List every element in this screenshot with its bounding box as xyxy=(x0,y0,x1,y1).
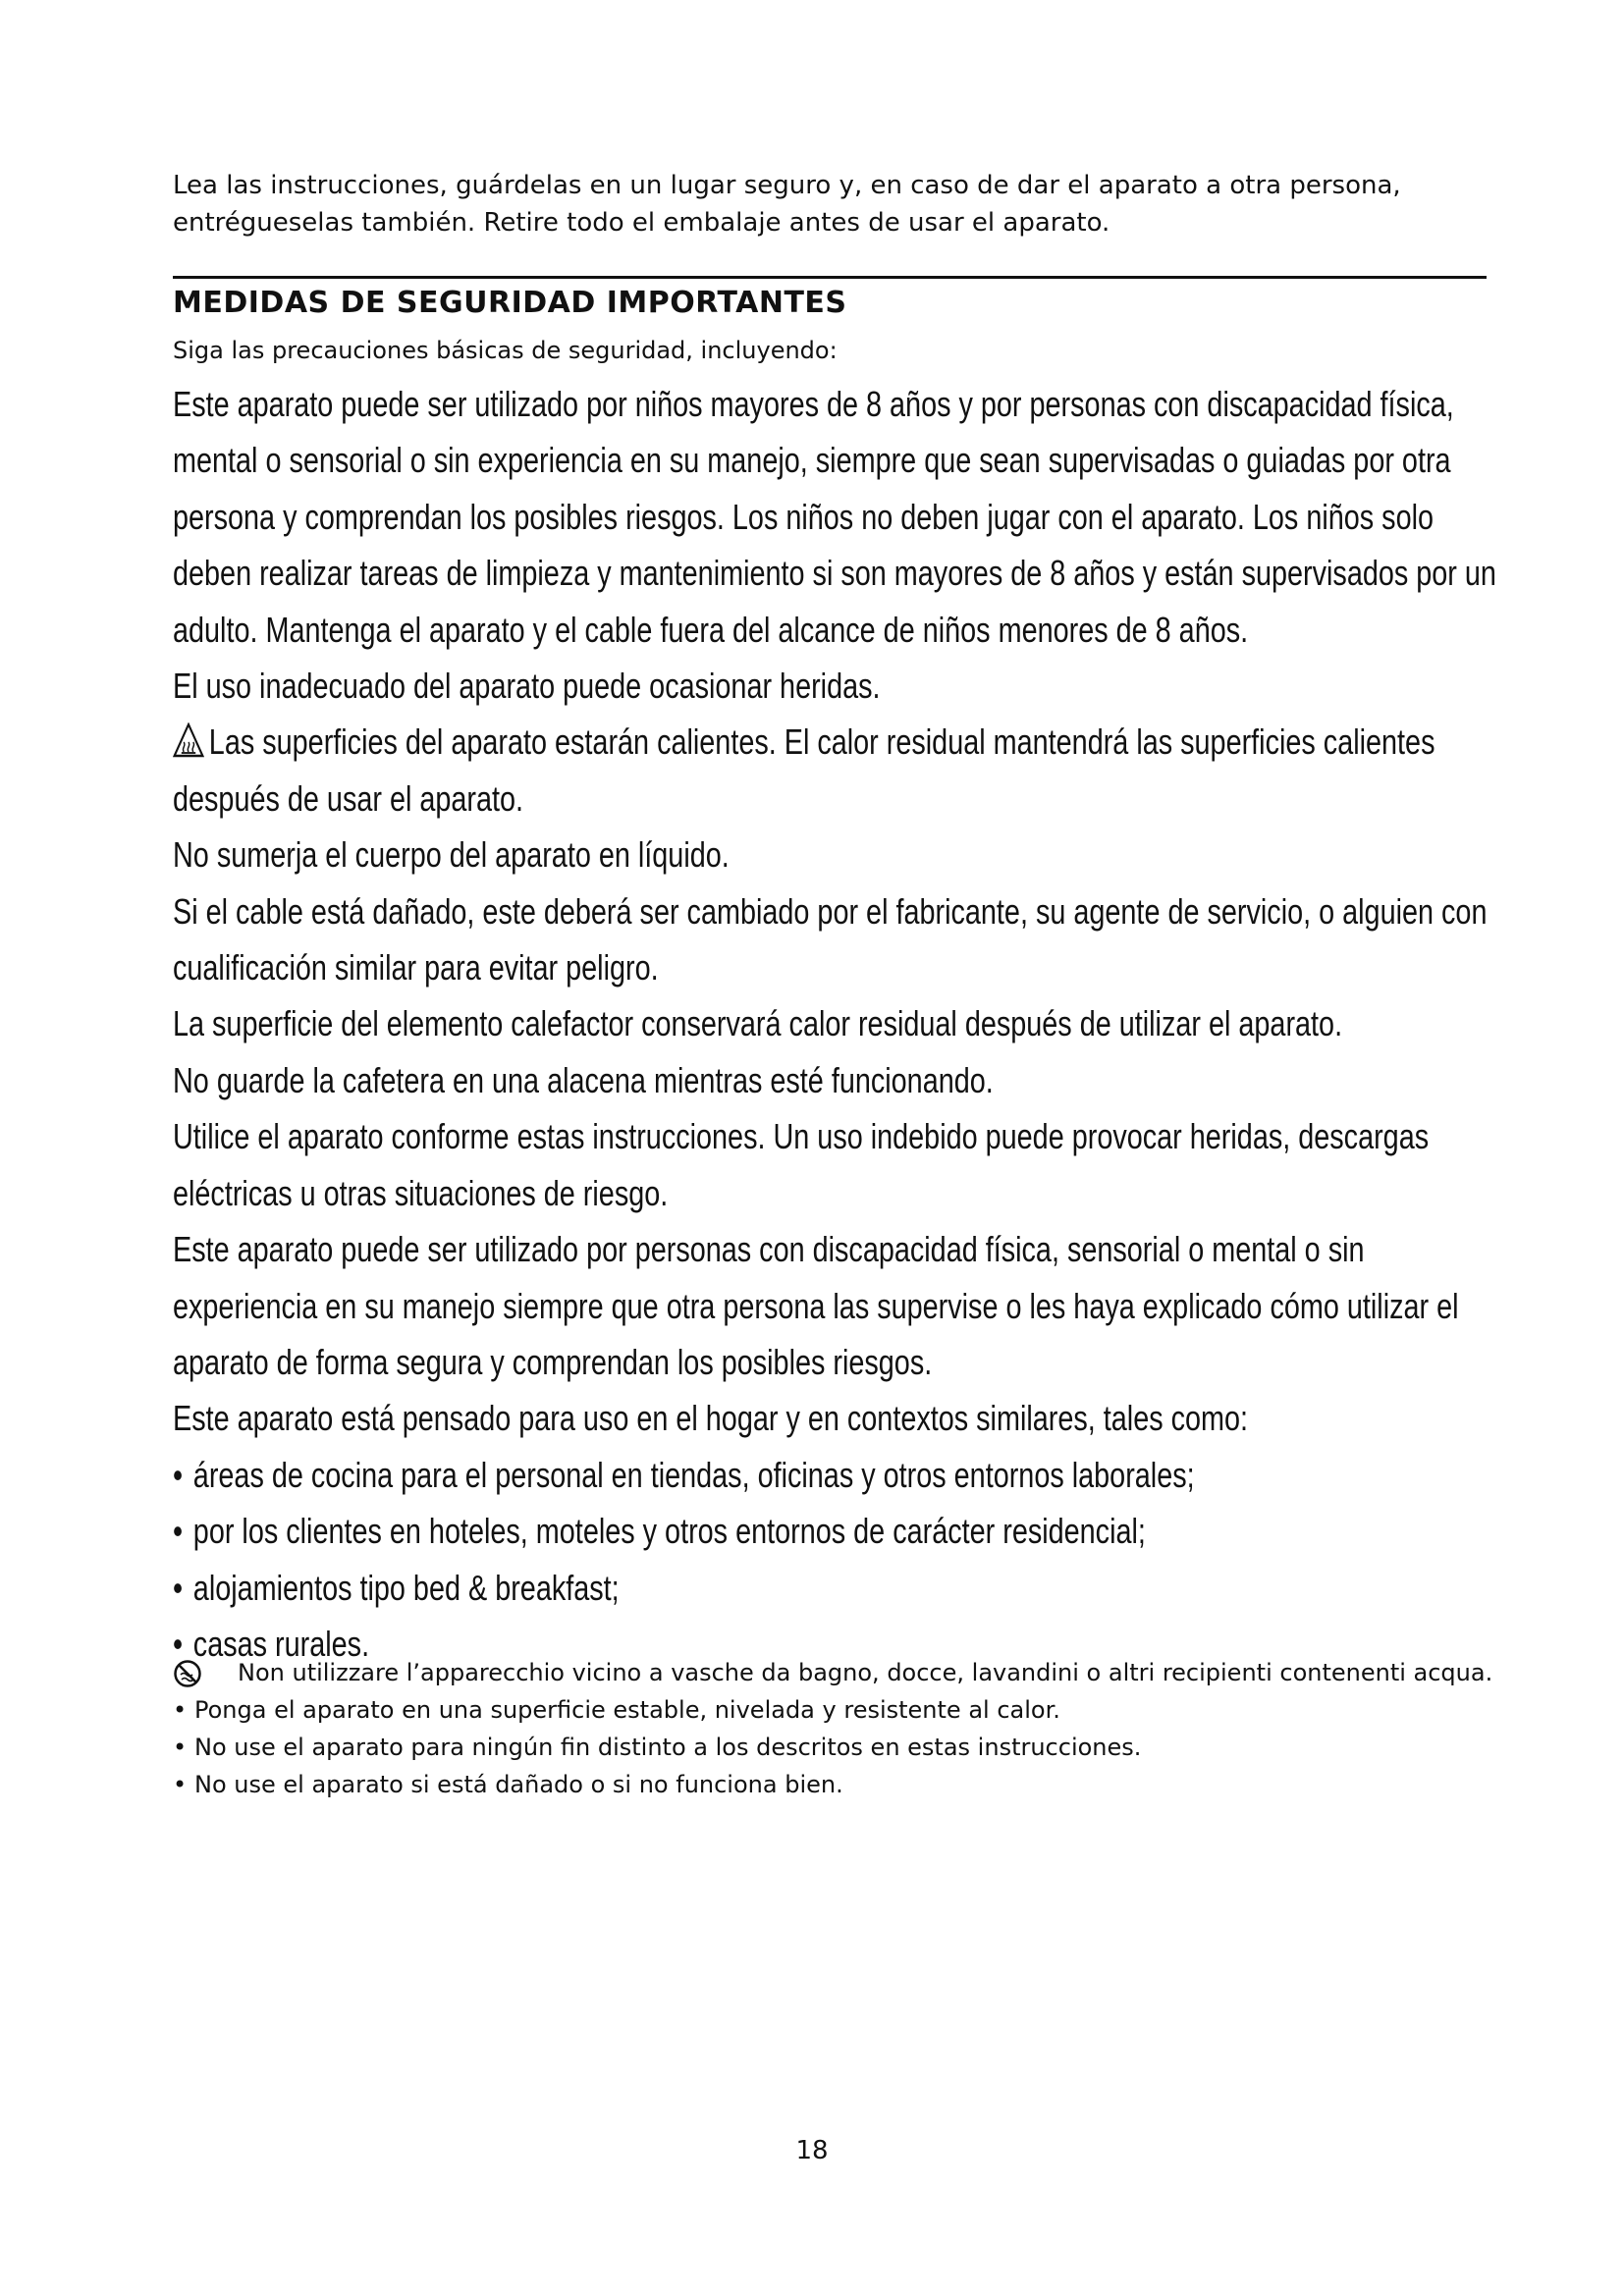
additional-instructions xyxy=(173,1657,1498,1801)
instruction-usage: Utilice el aparato conforme estas instrucciones. Un uso indebido puede provocar heridas, descargas eléctricas u otras situaciones de riesgo. xyxy=(173,1116,1430,1213)
water-warning-note xyxy=(173,1657,1498,1689)
safety-instructions xyxy=(173,376,1500,1672)
hot-surfaces-text: Las superficies del aparato estarán calientes. El calor residual mantendrá las superficies calientes después de usar el aparato. xyxy=(173,721,1435,819)
bullet-glyph: • xyxy=(173,1511,184,1552)
bullet-glyph: • xyxy=(173,1623,184,1664)
bullet-glyph: • xyxy=(173,1454,184,1495)
list-item: • No use el aparato para ningún fin distinto a los descritos en estas instrucciones. xyxy=(173,1732,1498,1764)
list-item: • casas rurales. xyxy=(173,1616,1500,1672)
bullet-glyph: • xyxy=(173,1567,184,1608)
page-number: 18 xyxy=(795,2136,829,2165)
list-item: • por los clientes en hoteles, moteles y otros entornos de carácter residencial; xyxy=(173,1503,1500,1559)
section-divider xyxy=(173,276,1487,279)
intro-text: Lea las instrucciones, guárdelas en un lugar seguro y, en caso de dar el aparato a otra persona, entrégueselas también. Retire todo el embalaje antes de usar el aparato. xyxy=(173,171,1401,238)
instruction-household: Este aparato está pensado para uso en el hogar y en contextos similares, tales como: xyxy=(173,1398,1249,1439)
instruction-hot-surfaces xyxy=(173,714,1500,827)
bullet-glyph: • xyxy=(173,1734,188,1761)
instruction-misuse: El uso inadecuado del aparato puede ocasionar heridas. xyxy=(173,666,881,707)
instruction-heating-element: La superficie del elemento calefactor conservará calor residual después de utilizar el aparato. xyxy=(173,1003,1343,1044)
instruction-no-immersion: No sumerja el cuerpo del aparato en líquido. xyxy=(173,834,730,876)
bullet-glyph: • xyxy=(173,1696,188,1724)
section-heading: MEDIDAS DE SEGURIDAD IMPORTANTES xyxy=(173,286,847,320)
hot-surface-warning-icon xyxy=(173,718,204,753)
list-item: • áreas de cocina para el personal en tiendas, oficinas y otros entornos laborales; xyxy=(173,1447,1500,1503)
list-item: • No use el aparato si está dañado o si no funciona bien. xyxy=(173,1769,1498,1801)
instruction-storage: No guarde la cafetera en una alacena mientras esté funcionando. xyxy=(173,1059,994,1100)
water-warning-text: Non utilizzare l’apparecchio vicino a vasche da bagno, docce, lavandini o altri recipienti contenenti acqua. xyxy=(238,1659,1493,1686)
section-subtitle: Siga las precauciones básicas de seguridad, incluyendo: xyxy=(173,337,838,364)
bullet-glyph: • xyxy=(173,1771,188,1798)
list-item: • Ponga el aparato en una superficie estable, nivelada y resistente al calor. xyxy=(173,1694,1498,1727)
instruction-children: Este aparato puede ser utilizado por niños mayores de 8 años y por personas con discapacidad física, mental o sensorial o sin experiencia en su manejo, siempre que sean supervisadas o guiadas por otra persona y comprendan los posibles riesgos. Los niños no deben jugar con el aparato. Los niños solo deben realizar tareas de limpieza y mantenimiento si son mayores de 8 años y están supervisados por un adulto. Mantenga el aparato y el cable fuera del alcance de niños menores de 8 años. xyxy=(173,384,1496,650)
instruction-cable: Si el cable está dañado, este deberá ser cambiado por el fabricante, su agente de servicio, o alguien con cualificación similar para evitar peligro. xyxy=(173,890,1488,988)
no-water-immersion-icon xyxy=(173,1659,202,1688)
instruction-supervision: Este aparato puede ser utilizado por personas con discapacidad física, sensorial o mental o sin experiencia en su manejo siempre que otra persona las supervise o les haya explicado cómo utilizar el aparato de forma segura y comprendan los posibles riesgos. xyxy=(173,1229,1459,1382)
list-item: • alojamientos tipo bed & breakfast; xyxy=(173,1560,1500,1616)
